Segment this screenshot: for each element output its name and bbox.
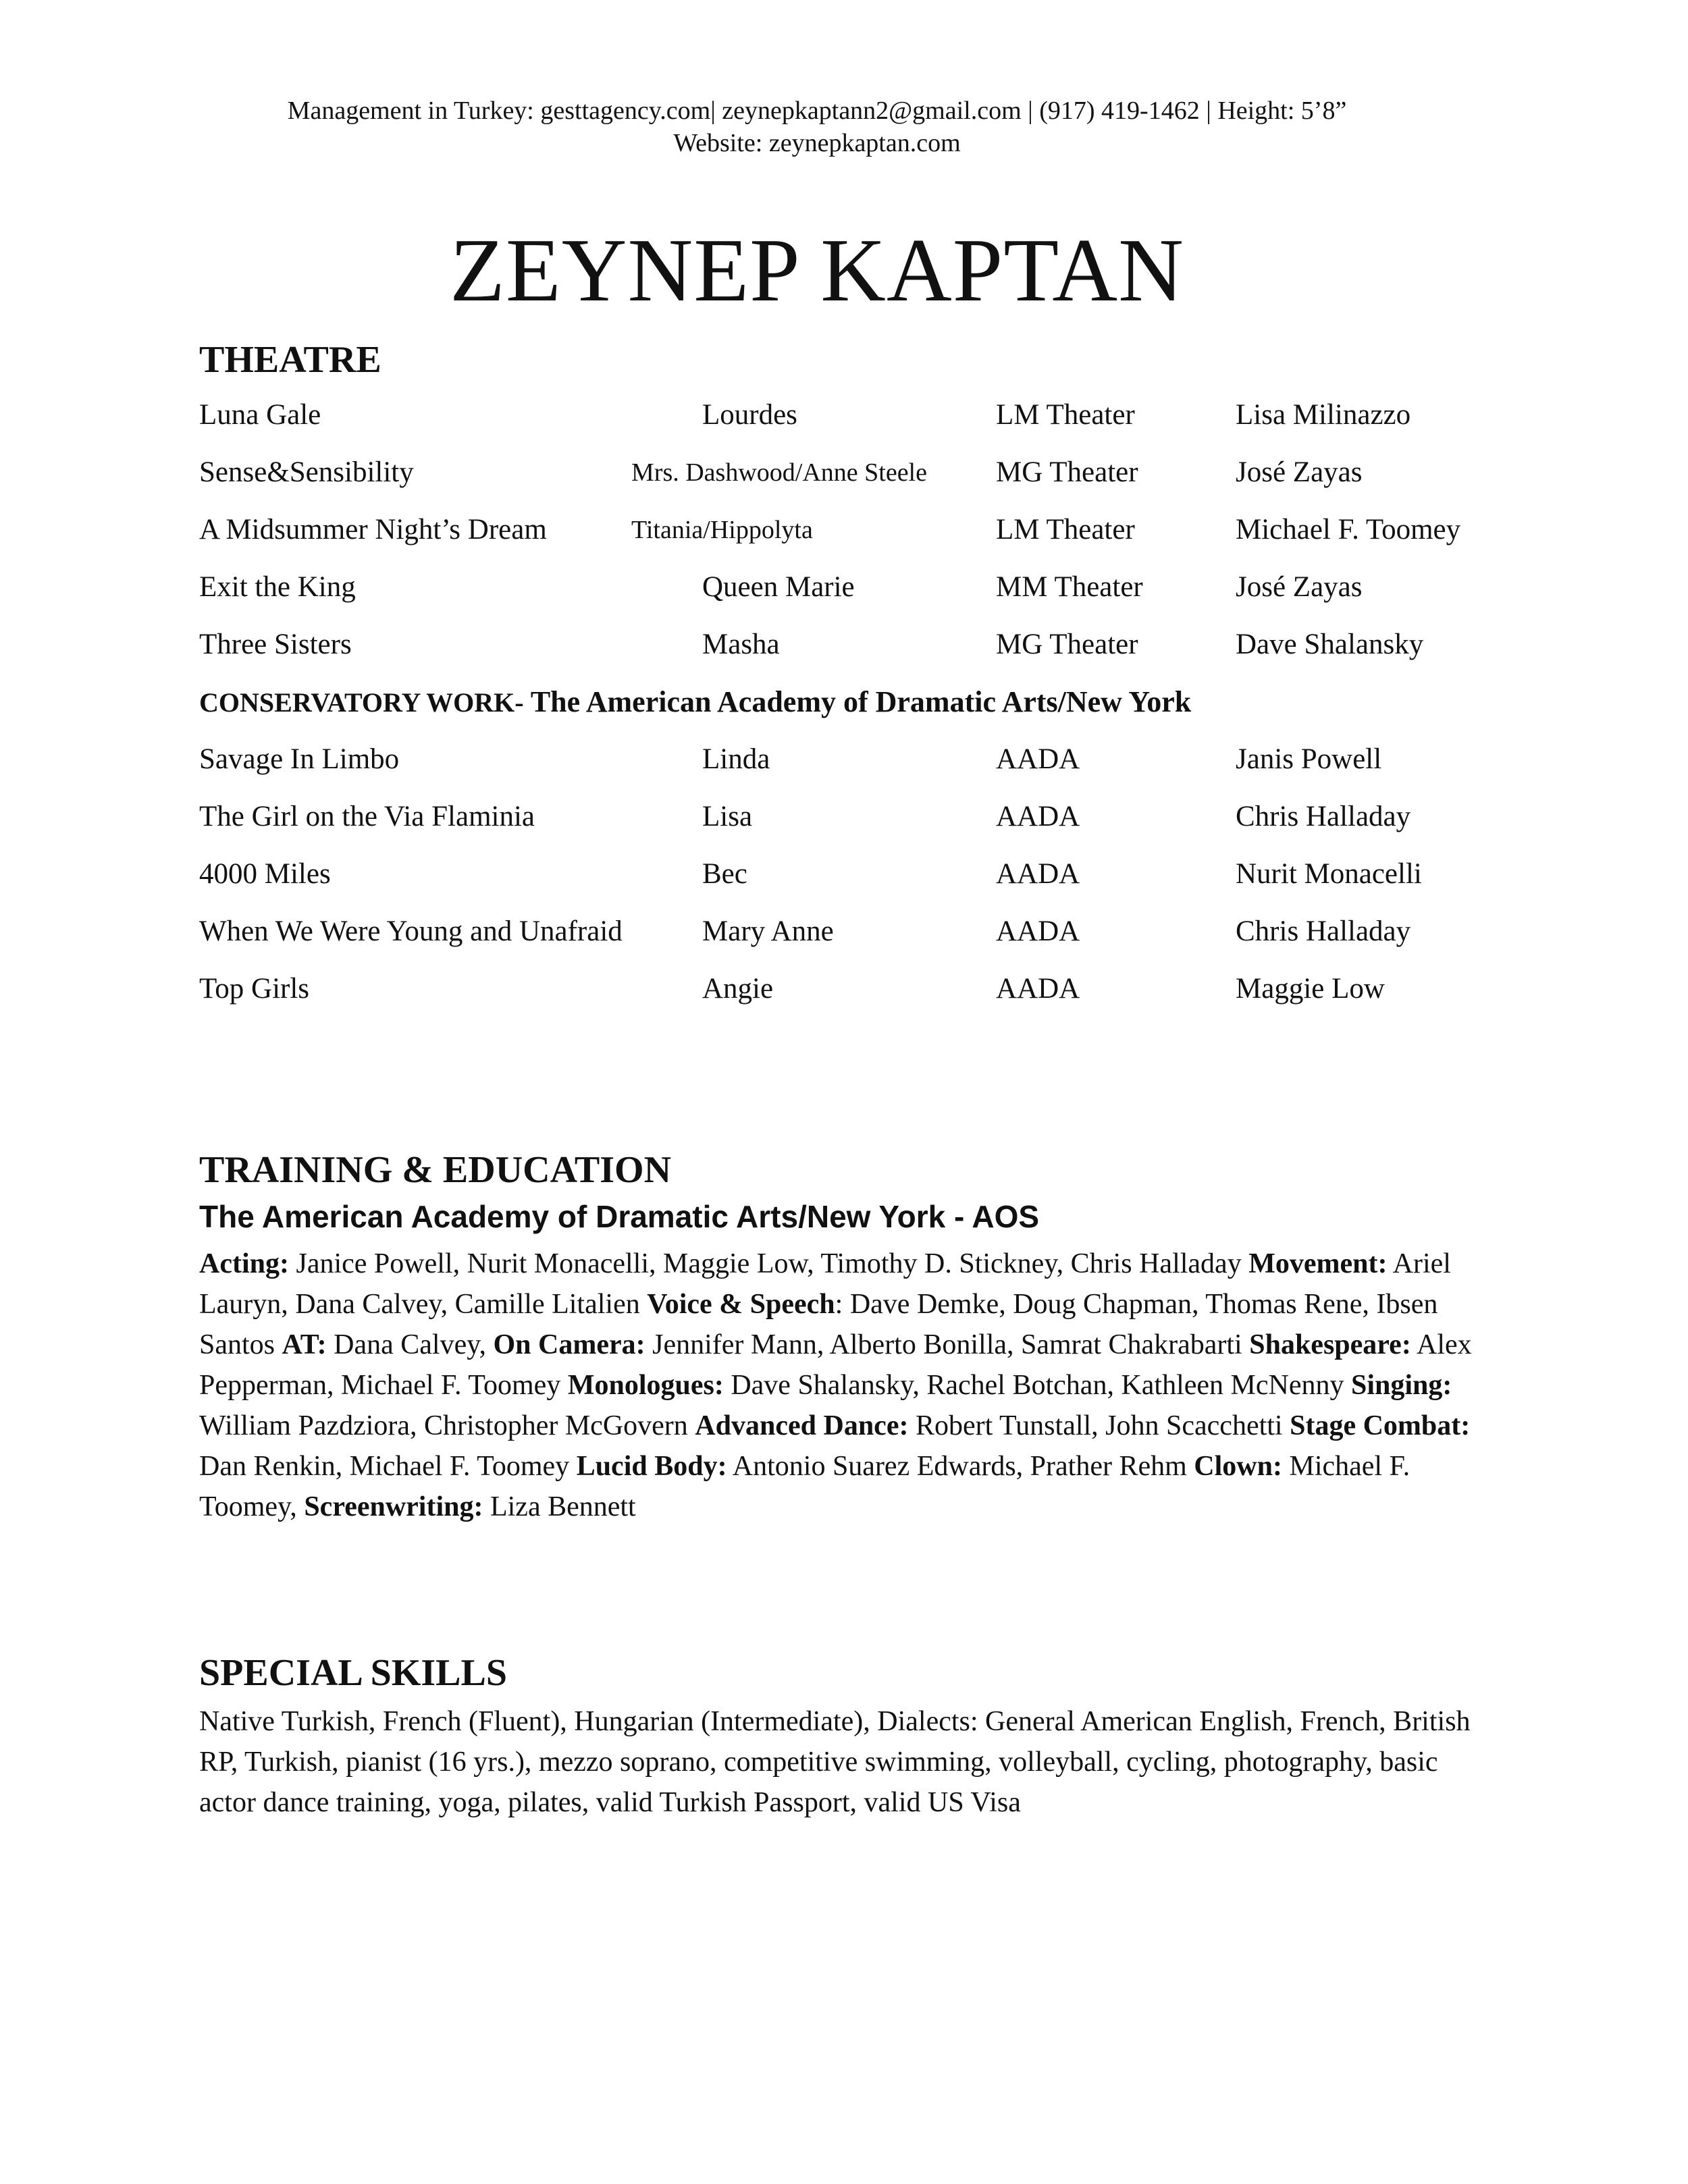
training-text: William Pazdziora, Christopher McGovern (199, 1410, 695, 1441)
table-row (0, 452, 1688, 493)
training-text: Dana Calvey, (326, 1329, 494, 1360)
production-title: A Midsummer Night’s Dream (199, 514, 547, 545)
production-title: Top Girls (199, 973, 310, 1005)
training-text: Dan Renkin, Michael F. Toomey (199, 1451, 577, 1482)
training-label: Advanced Dance: (695, 1410, 909, 1441)
production-title: Sense&Sensibility (199, 456, 414, 488)
table-row (0, 395, 1688, 435)
production-title: Luna Gale (199, 399, 321, 431)
director: Chris Halladay (1236, 915, 1411, 947)
venue: MM Theater (996, 571, 1143, 603)
training-label: Stage Combat: (1290, 1410, 1471, 1441)
conservatory-heading-school: The American Academy of Dramatic Arts/New York (523, 685, 1192, 718)
contact-header (0, 95, 1634, 159)
training-label: Voice & Speech (647, 1289, 835, 1320)
production-title: Exit the King (199, 571, 356, 603)
training-label: Shakespeare: (1249, 1329, 1411, 1360)
role: Lisa (702, 801, 753, 832)
training-heading: TRAINING & EDUCATION (199, 1149, 672, 1191)
table-row (0, 969, 1688, 1009)
director: José Zayas (1236, 571, 1363, 603)
skills-paragraph: Native Turkish, French (Fluent), Hungarian (Intermediate), Dialects: General American English, French, British RP, Turkish, pianist (16 yrs.), mezzo soprano, competitive swimming, volleyball, cycling, photography, basic actor dance training, yoga, pilates, valid Turkish Passport, valid US Visa (199, 1706, 1471, 1818)
actor-name: ZEYNEP KAPTAN (450, 220, 1184, 320)
contact-line: Management in Turkey: gesttagency.com| zeynepkaptann2@gmail.com | (917) 419-1462 | Height: 5’8” (287, 97, 1347, 125)
training-label: On Camera: (493, 1329, 645, 1360)
conservatory-heading-caps: CONSERVATORY WORK- (199, 687, 524, 718)
venue: MG Theater (996, 629, 1138, 660)
training-label: Screenwriting: (304, 1491, 483, 1522)
role: Linda (702, 743, 770, 775)
training-text: Janice Powell, Nurit Monacelli, Maggie Low, Timothy D. Stickney, Chris Halladay (288, 1248, 1249, 1279)
training-text: : Dave Demke, Doug Chapman, Thomas Rene, Ibsen Santos (199, 1289, 1438, 1360)
training-label: Movement: (1248, 1248, 1388, 1279)
table-row (0, 797, 1688, 837)
role: Bec (702, 858, 747, 890)
role: Masha (702, 629, 780, 660)
table-row (0, 854, 1688, 895)
venue: AADA (996, 973, 1080, 1005)
venue: AADA (996, 915, 1080, 947)
school-heading: The American Academy of Dramatic Arts/New York - AOS (199, 1199, 1040, 1234)
production-title: 4000 Miles (199, 858, 331, 890)
role: Mary Anne (702, 915, 834, 947)
director: Michael F. Toomey (1236, 514, 1461, 545)
training-text: Alex Pepperman, Michael F. Toomey (199, 1329, 1472, 1401)
director: Janis Powell (1236, 743, 1382, 775)
venue: LM Theater (996, 399, 1135, 431)
training-text: Robert Tunstall, John Scacchetti (908, 1410, 1290, 1441)
training-text: Dave Shalansky, Rachel Botchan, Kathleen McNenny (723, 1370, 1351, 1401)
table-row (0, 911, 1688, 952)
training-text: Ariel Lauryn, Dana Calvey, Camille Litalien (199, 1248, 1451, 1320)
training-label: Clown: (1194, 1451, 1282, 1482)
director: Dave Shalansky (1236, 629, 1424, 660)
role: Angie (702, 973, 774, 1005)
role: Mrs. Dashwood/Anne Steele (631, 458, 927, 487)
table-row (0, 510, 1688, 550)
production-title: The Girl on the Via Flaminia (199, 801, 535, 832)
role: Queen Marie (702, 571, 855, 603)
director: Maggie Low (1236, 973, 1385, 1005)
training-label: Acting: (199, 1248, 289, 1279)
theatre-heading: THEATRE (199, 339, 381, 381)
venue: AADA (996, 801, 1080, 832)
role: Lourdes (702, 399, 797, 431)
director: José Zayas (1236, 456, 1363, 488)
production-title: When We Were Young and Unafraid (199, 915, 623, 947)
skills-heading: SPECIAL SKILLS (199, 1652, 507, 1694)
training-label: Monologues: (567, 1370, 724, 1401)
table-row (0, 567, 1688, 608)
training-label: AT: (282, 1329, 327, 1360)
director: Chris Halladay (1236, 801, 1411, 832)
training-label: Singing: (1351, 1370, 1452, 1401)
training-paragraph (199, 1244, 1482, 1527)
conservatory-heading (199, 682, 1191, 723)
venue: AADA (996, 858, 1080, 890)
production-title: Three Sisters (199, 629, 352, 660)
director: Nurit Monacelli (1236, 858, 1422, 890)
venue: AADA (996, 743, 1080, 775)
production-title: Savage In Limbo (199, 743, 400, 775)
training-text: Michael F. Toomey, (199, 1451, 1410, 1522)
training-label: Lucid Body: (576, 1451, 727, 1482)
venue: MG Theater (996, 456, 1138, 488)
training-text: Jennifer Mann, Alberto Bonilla, Samrat Chakrabarti (645, 1329, 1250, 1360)
website-line: Website: zeynepkaptan.com (673, 129, 961, 157)
role: Titania/Hippolyta (631, 516, 813, 544)
training-text: Antonio Suarez Edwards, Prather Rehm (727, 1451, 1194, 1482)
director: Lisa Milinazzo (1236, 399, 1411, 431)
venue: LM Theater (996, 514, 1135, 545)
table-row (0, 624, 1688, 665)
table-row (0, 739, 1688, 780)
training-text: Liza Bennett (483, 1491, 636, 1522)
